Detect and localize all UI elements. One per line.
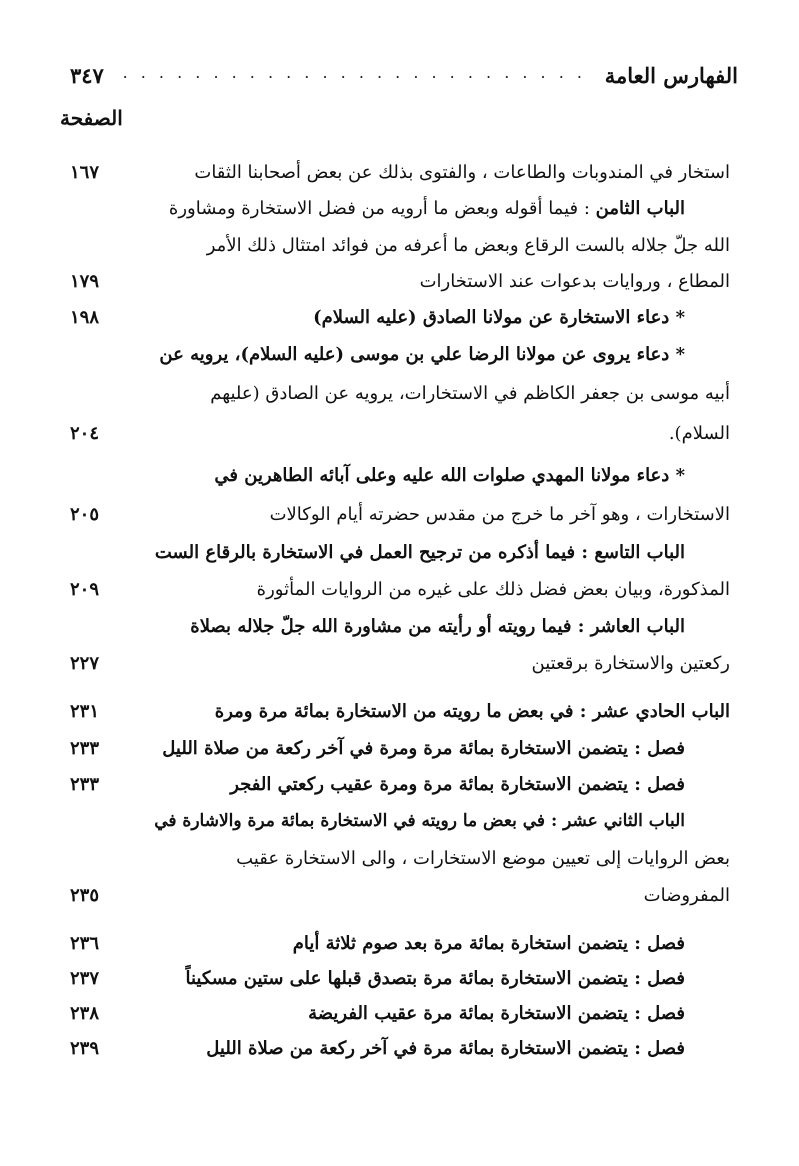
index-line [70, 843, 730, 875]
index-line [70, 230, 730, 262]
page-column-label: الصفحة [60, 106, 123, 130]
index-line [70, 769, 730, 801]
entry-text: الباب التاسع : فيما أذكره من ترجيح العمل في الاستخارة بالرقاع الست [154, 542, 685, 563]
index-line [70, 266, 730, 298]
entry-page-number: ٢٣٣ [70, 738, 100, 759]
entry-text: * دعاء الاستخارة عن مولانا الصادق (عليه السلام) [313, 307, 685, 328]
index-line [70, 880, 730, 912]
entry-text: المطاع ، وروايات بدعوات عند الاستخارات [419, 271, 730, 292]
entry-page-number: ٢٣٨ [70, 1003, 100, 1024]
entry-page-number: ١٧٩ [70, 271, 100, 292]
entry-text: الباب الثامن : فيما أقوله وبعض ما أرويه من فضل الاستخارة ومشاورة [168, 198, 685, 219]
index-line [70, 648, 730, 680]
entry-page-number: ٢٠٤ [70, 423, 100, 444]
index-line [70, 378, 730, 410]
entry-text: المفروضات [643, 885, 730, 906]
index-line [70, 1033, 730, 1065]
index-line [70, 537, 730, 569]
entry-text: فصل : يتضمن الاستخارة بمائة مرة في آخر ركعة من صلاة الليل [206, 1038, 685, 1059]
entry-text: فصل : يتضمن الاستخارة بمائة مرة عقيب الفريضة [308, 1003, 685, 1024]
entry-page-number: ١٦٧ [70, 162, 100, 183]
entry-text: الباب الثاني عشر : في بعض ما رويته في الاستخارة بمائة مرة والاشارة في [154, 811, 685, 831]
entry-text: الاستخارات ، وهو آخر ما خرج من مقدس حضرته أيام الوكالات [269, 504, 730, 525]
section-heading: فصل [647, 933, 685, 954]
entry-page-number: ٢٠٩ [70, 579, 100, 600]
entry-page-number: ٢٣٦ [70, 933, 100, 954]
entry-text: الله جلّ جلاله بالست الرقاع وبعض ما أعرفه من فوائد امتثال ذلك الأمر [206, 235, 730, 256]
index-line [70, 696, 730, 728]
running-header [70, 52, 738, 88]
chapter-heading: الباب العاشر [590, 616, 685, 637]
entry-text: المذكورة، وبيان بعض فضل ذلك على غيره من الروايات المأثورة [256, 579, 730, 600]
header-title: الفهارس العامة [604, 63, 738, 88]
chapter-heading: الباب الحادي عشر [592, 701, 730, 722]
entry-text: فصل : يتضمن الاستخارة بمائة مرة ومرة عقيب ركعتي الفجر [230, 774, 685, 795]
index-line [70, 499, 730, 531]
section-heading: فصل [647, 968, 685, 989]
header-leader-dots: . . . . . . . . . . . . . . . . . . . . . . . . . . [122, 63, 586, 82]
section-heading: فصل [647, 738, 685, 759]
index-line [70, 963, 730, 995]
entry-text: الباب العاشر : فيما رويته أو رأيته من مشاورة الله جلّ جلاله بصلاة [190, 616, 685, 637]
entry-text: أبيه موسى بن جعفر الكاظم في الاستخارات، يرويه عن الصادق (عليهم [210, 383, 730, 404]
chapter-heading: الباب الثاني عشر [563, 811, 685, 831]
index-line [70, 460, 730, 492]
entry-page-number: ٢٣٧ [70, 968, 100, 989]
section-heading: فصل [647, 1003, 685, 1024]
entry-page-number: ٢٣٥ [70, 885, 100, 906]
index-line [70, 928, 730, 960]
index-line [70, 733, 730, 765]
entry-text: استخار في المندوبات والطاعات ، والفتوى بذلك عن بعض أصحابنا الثقات [194, 162, 730, 183]
entry-text: ركعتين والاستخارة برقعتين [531, 653, 730, 674]
chapter-heading: الباب التاسع [594, 542, 685, 563]
index-line [70, 611, 730, 643]
index-line [70, 157, 730, 189]
section-heading: فصل [647, 774, 685, 795]
entry-page-number: ١٩٨ [70, 307, 100, 328]
index-line [70, 805, 730, 837]
index-line [70, 193, 730, 225]
entry-text: فصل : يتضمن الاستخارة بمائة مرة ومرة في آخر ركعة من صلاة الليل [162, 738, 685, 759]
entry-page-number: ٢٣١ [70, 701, 100, 722]
entry-text: الباب الحادي عشر : في بعض ما رويته من الاستخارة بمائة مرة ومرة [214, 701, 730, 722]
entry-page-number: ٢٣٣ [70, 774, 100, 795]
entry-page-number: ٢٠٥ [70, 504, 100, 525]
entry-text: فصل : يتضمن الاستخارة بمائة مرة بتصدق قبلها على ستين مسكيناً [185, 968, 685, 989]
header-page-number: ٣٤٧ [70, 63, 104, 88]
chapter-heading: الباب الثامن [595, 198, 685, 219]
index-line [70, 998, 730, 1030]
entry-page-number: ٢٢٧ [70, 653, 100, 674]
index-line [70, 339, 730, 371]
index-line [70, 418, 730, 450]
entry-text: فصل : يتضمن استخارة بمائة مرة بعد صوم ثلاثة أيام [292, 933, 685, 954]
entry-text: * دعاء مولانا المهدي صلوات الله عليه وعلى آبائه الطاهرين في [214, 465, 685, 486]
entry-text: بعض الروايات إلى تعيين موضع الاستخارات ، والى الاستخارة عقيب [236, 848, 730, 869]
index-line [70, 574, 730, 606]
index-line [70, 302, 730, 334]
entry-text: * دعاء يروى عن مولانا الرضا علي بن موسى (عليه السلام)، يرويه عن [159, 344, 685, 365]
entry-page-number: ٢٣٩ [70, 1038, 100, 1059]
entry-text: السلام). [668, 423, 730, 444]
section-heading: فصل [647, 1038, 685, 1059]
